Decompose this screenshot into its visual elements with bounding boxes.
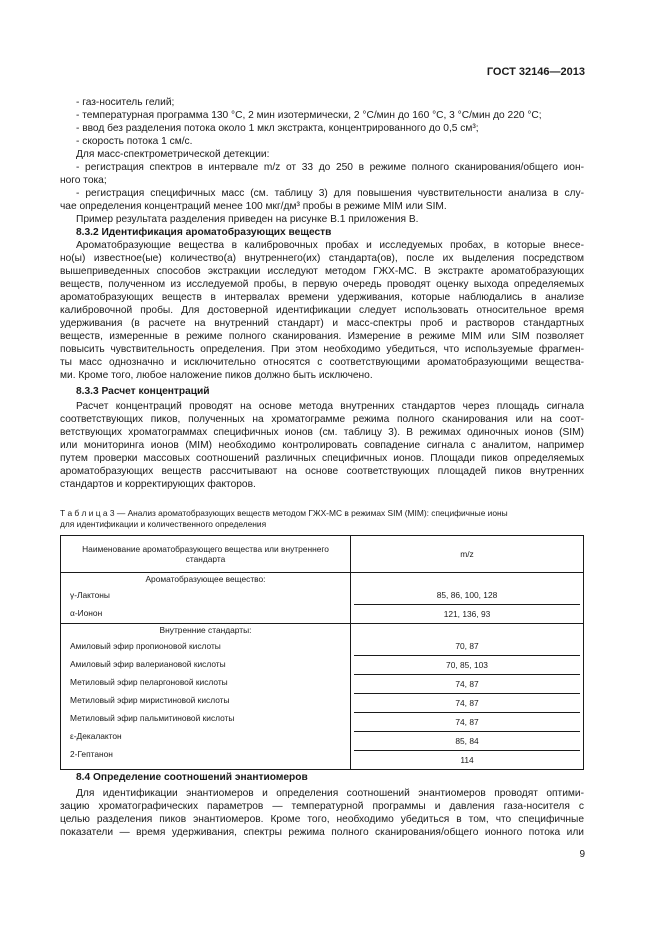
paragraph-line: веществ, измеренные в режиме полного сканирования. Измерение в режиме MIM или SIM позволяет: [60, 331, 584, 342]
standard-name: ε-Декалактон: [70, 731, 122, 741]
table-group-internal-standards: [61, 624, 351, 770]
paragraph-line: стандартов и корректирующих факторов.: [60, 479, 256, 490]
paragraph-line: ного тока;: [60, 175, 107, 186]
paragraph-line: или мониторинга ионов (MIM) необходимо контролировать совпадение сигнала с аналитом, например: [60, 440, 584, 451]
standard-name: Метиловый эфир пеларгоновой кислоты: [70, 677, 228, 687]
standard-name: Амиловый эфир валериановой кислоты: [70, 659, 226, 669]
standard-name: Метиловый эфир пальмитиновой кислоты: [70, 713, 235, 723]
table-group-aroma-substances: [61, 573, 351, 624]
paragraph-line: ароматобразующих веществ в интервалах времени удерживания, которые наблюдались в анализе: [60, 292, 584, 303]
paragraph-line: зацию хроматографических параметров — температурной программы и давления газа-носителя с: [60, 801, 584, 812]
table-group-aroma-mz: [351, 573, 584, 624]
group-title: Внутренние стандарты:: [159, 625, 252, 635]
mz-value: 74, 87: [354, 675, 580, 694]
paragraph-line: веществ, полученном из исследуемой пробы, в первую очередь проводят оценку выхода определяемых: [60, 279, 584, 290]
empty-cell: [354, 624, 580, 637]
empty-cell: [354, 573, 580, 586]
paragraph-line: ветствующих хроматограммах специфичных ионов (см. таблицу 3). В режимах одиночных ионов (SIM): [60, 427, 584, 438]
list-item-spectra-registration: - регистрация спектров в интервале m/z от 33 до 250 в режиме полного сканирования/общего ион-: [76, 162, 584, 173]
list-item-carrier-gas: - газ-носитель гелий;: [76, 97, 175, 108]
page-number: 9: [579, 849, 585, 860]
substance-name: γ-Лактоны: [70, 590, 110, 600]
standard-name: 2-Гептанон: [70, 749, 113, 759]
mz-value: 121, 136, 93: [443, 609, 491, 619]
paragraph-line: показатели — время удерживания, спектры режима полного сканирования/общего ионного потока или: [60, 827, 584, 838]
paragraph-line: вышеприведенных способов экстракции исследуют методом ГЖХ-МС. В экстракте ароматобразующих: [60, 266, 584, 277]
document-standard-number: ГОСТ 32146—2013: [486, 66, 585, 78]
paragraph-line: Пример результата разделения приведен на рисунке В.1 приложения В.: [76, 214, 419, 225]
list-item-flow-rate: - скорость потока 1 см/с.: [76, 136, 193, 147]
paragraph-line: ароматобразующих веществ рассчитывают на основе соответствующих площадей пиков внутренних: [60, 466, 584, 477]
paragraph-line: но(ы) известное(ые) количество(а) внутреннего(их) стандарта(ов), после их выделения посредством: [60, 253, 584, 264]
paragraph-line: удерживания (в расчете на внутренний стандарт) и масс-спектры проб и растворов стандартных: [60, 318, 584, 329]
table-3: [60, 535, 584, 770]
mz-value: 74, 87: [354, 694, 580, 713]
table-group-standards-mz: [351, 624, 584, 770]
paragraph-line: Ароматобразующие вещества в калибровочных пробах и исследуемых пробах, в которые внесе-: [76, 240, 584, 251]
substance-name: α-Ионон: [70, 608, 103, 618]
mz-value: 85, 84: [354, 732, 580, 751]
mz-value: 70, 87: [354, 637, 580, 656]
paragraph-line: ми. Кроме того, любое наложение пиков должно быть исключено.: [60, 370, 373, 381]
section-heading-8-4: 8.4 Определение соотношений энантиомеров: [76, 772, 308, 783]
paragraph-line: путем проверки массовых соотношений различных специфичных ионов. Площади пиков определяемых: [60, 453, 584, 464]
mz-value: 114: [460, 755, 474, 765]
list-item-temperature-program: - температурная программа 130 °С, 2 мин изотермически, 2 °С/мин до 160 °С, 3 °С/мин до 220 °С;: [76, 110, 542, 121]
list-item-specific-masses: - регистрация специфичных масс (см. таблицу 3) для повышения чувствительности анализа в слу-: [76, 188, 584, 199]
paragraph-line: чае определения концентраций менее 100 мкг/дм³ пробы в режиме MIM или SIM.: [60, 201, 447, 212]
list-item-injection: - ввод без разделения потока около 1 мкл экстракта, концентрированного до 0,5 см³;: [76, 123, 479, 134]
paragraph-line: повысить чувствительность определения. При этом необходимо убедиться, что используемые фрагмен-: [60, 344, 584, 355]
section-heading-8-3-3: 8.3.3 Расчет концентраций: [76, 386, 210, 397]
paragraph-line: ты масс однозначно и исключительно относятся с соответствующими ароматобразующими вещества-: [60, 357, 584, 368]
standard-name: Метиловый эфир миристиновой кислоты: [70, 695, 230, 705]
column-header-substance: Наименование ароматобразующего вещества или внутреннего стандарта: [61, 536, 351, 573]
group-title: Ароматобразующее вещество:: [145, 574, 266, 584]
mz-value: 70, 85, 103: [354, 656, 580, 675]
paragraph-line: Для идентификации энантиомеров и определения соотношений энантиомеров проводят оптими-: [76, 788, 584, 799]
paragraph-line: калибровочной пробы. Для достоверной идентификации следует использовать относительное время: [60, 305, 584, 316]
paragraph-line: целью разделения пиков энантиомеров. Кроме того, необходимо убедиться в том, что специфичные: [60, 814, 584, 825]
table-caption-continued: для идентификации и количественного определения: [60, 519, 267, 529]
paragraph-line: Для масс-спектрометрической детекции:: [76, 149, 270, 160]
paragraph-line: соответствующих пиков, полученных на хроматограмме режима полного сканирования или на соот-: [60, 414, 584, 425]
column-header-mz: m/z: [351, 536, 584, 573]
paragraph-line: Расчет концентраций проводят на основе метода внутренних стандартов через площадь сигнала: [76, 401, 584, 412]
mz-value: 85, 86, 100, 128: [354, 586, 580, 605]
table-caption: Т а б л и ц а 3 — Анализ ароматобразующих веществ методом ГЖХ-МС в режимах SIM (MIM): специфичные ионы: [60, 508, 508, 518]
section-heading-8-3-2: 8.3.2 Идентификация ароматобразующих веществ: [76, 227, 332, 238]
mz-value: 74, 87: [354, 713, 580, 732]
standard-name: Амиловый эфир пропионовой кислоты: [70, 641, 221, 651]
